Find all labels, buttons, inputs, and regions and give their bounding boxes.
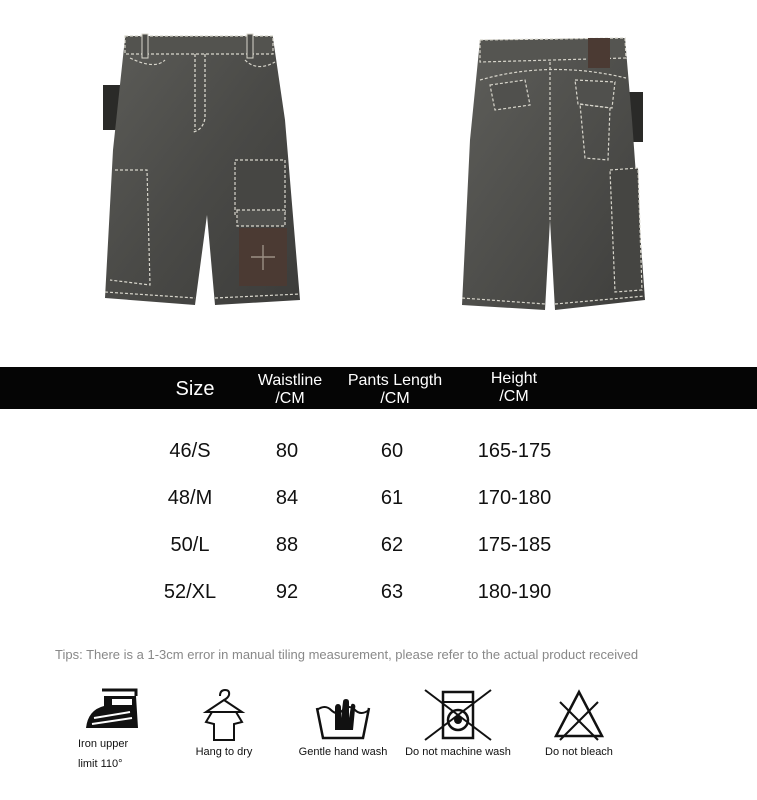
cell-length: 60: [380, 440, 404, 462]
size-row: [0, 532, 757, 558]
care-hand-wash: [293, 688, 393, 762]
cell-size: 48/M: [167, 487, 213, 509]
header-height: [470, 370, 558, 406]
header-height-line1: Height: [490, 370, 538, 387]
header-waistline: [245, 372, 335, 408]
no-bleach-icon: [552, 688, 606, 742]
header-waistline-line1: Waistline: [257, 372, 323, 389]
size-row: [0, 485, 757, 511]
header-pants-length: [337, 372, 453, 408]
care-no-machine-wash: [398, 688, 518, 762]
cell-size: 46/S: [169, 440, 211, 462]
care-hand-label: Gentle hand wash: [298, 746, 388, 758]
cell-height: 175-185: [477, 534, 552, 556]
care-iron-label-line1: Iron upper: [78, 738, 129, 750]
header-pants-length-line2: /CM: [380, 390, 410, 407]
cell-waist: 80: [275, 440, 299, 462]
cell-height: 165-175: [477, 440, 552, 462]
size-chart-header: [0, 367, 757, 409]
cell-size: 52/XL: [163, 581, 217, 603]
cell-height: 180-190: [477, 581, 552, 603]
hand-wash-icon: [313, 688, 373, 742]
cell-waist: 88: [275, 534, 299, 556]
care-no-bleach: [538, 688, 620, 762]
shorts-back-photo: [450, 0, 660, 360]
care-iron-label-line2: limit 110°: [78, 758, 123, 770]
no-machine-wash-icon: [423, 688, 493, 742]
cell-waist: 92: [275, 581, 299, 603]
care-hang-label: Hang to dry: [195, 746, 253, 758]
care-iron: [78, 688, 148, 774]
cell-size: 50/L: [170, 534, 210, 556]
header-pants-length-line1: Pants Length: [347, 372, 443, 389]
header-size: Size: [175, 378, 215, 400]
care-machine-label: Do not machine wash: [405, 746, 511, 758]
care-bleach-label: Do not bleach: [545, 746, 613, 758]
shorts-front-photo: [95, 0, 315, 360]
iron-icon: [82, 688, 144, 734]
size-row: [0, 438, 757, 464]
measurement-tip: Tips: There is a 1-3cm error in manual tiling measurement, please refer to the actual product received: [55, 647, 639, 662]
care-hang-dry: [188, 688, 260, 762]
cell-length: 61: [380, 487, 404, 509]
header-waistline-line2: /CM: [275, 390, 305, 407]
cell-waist: 84: [275, 487, 299, 509]
header-height-line2: /CM: [499, 388, 529, 405]
hanger-icon: [202, 688, 246, 742]
cell-length: 63: [380, 581, 404, 603]
cell-length: 62: [380, 534, 404, 556]
cell-height: 170-180: [477, 487, 552, 509]
size-row: [0, 579, 757, 605]
